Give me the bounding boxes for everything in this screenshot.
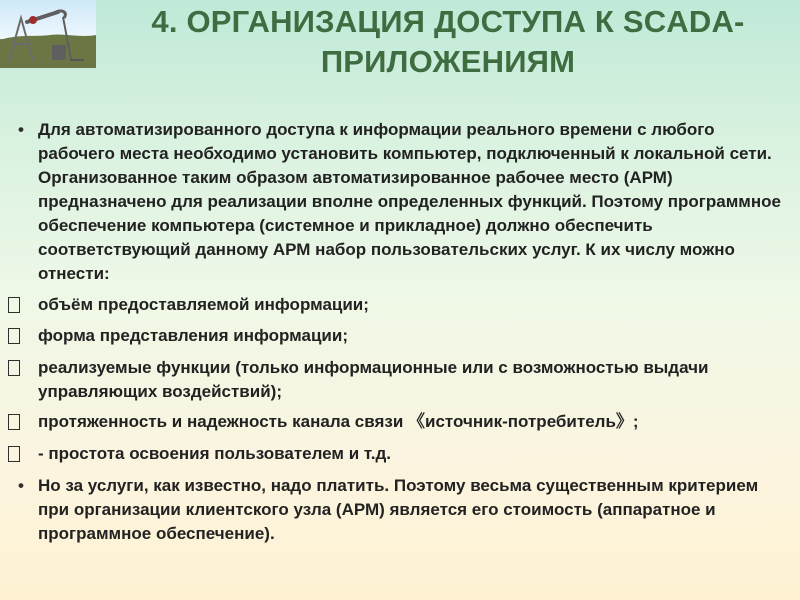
list-item-text: реализуемые функции (только информационные или с возможностью выдачи управляющих воздействий); — [38, 358, 709, 401]
slide-title: 4. ОРГАНИЗАЦИЯ ДОСТУПА К SCADA-ПРИЛОЖЕНИЯМ — [151, 4, 745, 79]
checkbox-icon — [8, 414, 20, 430]
intro-bullet — [0, 118, 800, 286]
bullet-icon: • — [18, 120, 24, 139]
checkbox-icon — [8, 328, 20, 344]
bullet-icon: • — [18, 476, 24, 495]
list-item-text: протяженность и надежность канала связи 《источник-потребитель》; — [38, 412, 639, 431]
list-item-text: форма представления информации; — [38, 326, 348, 345]
checkbox-icon — [8, 297, 20, 313]
checkbox-icon — [8, 360, 20, 376]
closing-text: Но за услуги, как известно, надо платить. Поэтому весьма существенным критерием при организации клиентского узла (АРМ) является его стоимость (аппаратное и программное обеспечение). — [38, 476, 759, 543]
list-item — [0, 410, 800, 434]
slide-content — [0, 118, 800, 546]
oil-pump-photo-icon — [0, 0, 96, 68]
list-item — [0, 442, 800, 466]
list-item-text: - простота освоения пользователем и т.д. — [38, 444, 391, 463]
checkbox-icon — [8, 446, 20, 462]
list-item — [0, 356, 800, 404]
list-item — [0, 293, 800, 317]
intro-text: Для автоматизированного доступа к информации реального времени с любого рабочего места необходимо установить компьютер, подключенный к локальной сети. Организованное таким образом автоматизированное рабочее место (АРМ) предназначено для реализации вполне определенных функций. Поэтому программное обеспечение компьютера (системное и прикладное) должно обеспечить соответствующий данному АРМ набор пользовательских услуг. К их числу можно отнести: — [38, 120, 781, 283]
closing-bullet — [0, 474, 800, 546]
list-item-text: объём предоставляемой информации; — [38, 295, 369, 314]
list-item — [0, 324, 800, 348]
